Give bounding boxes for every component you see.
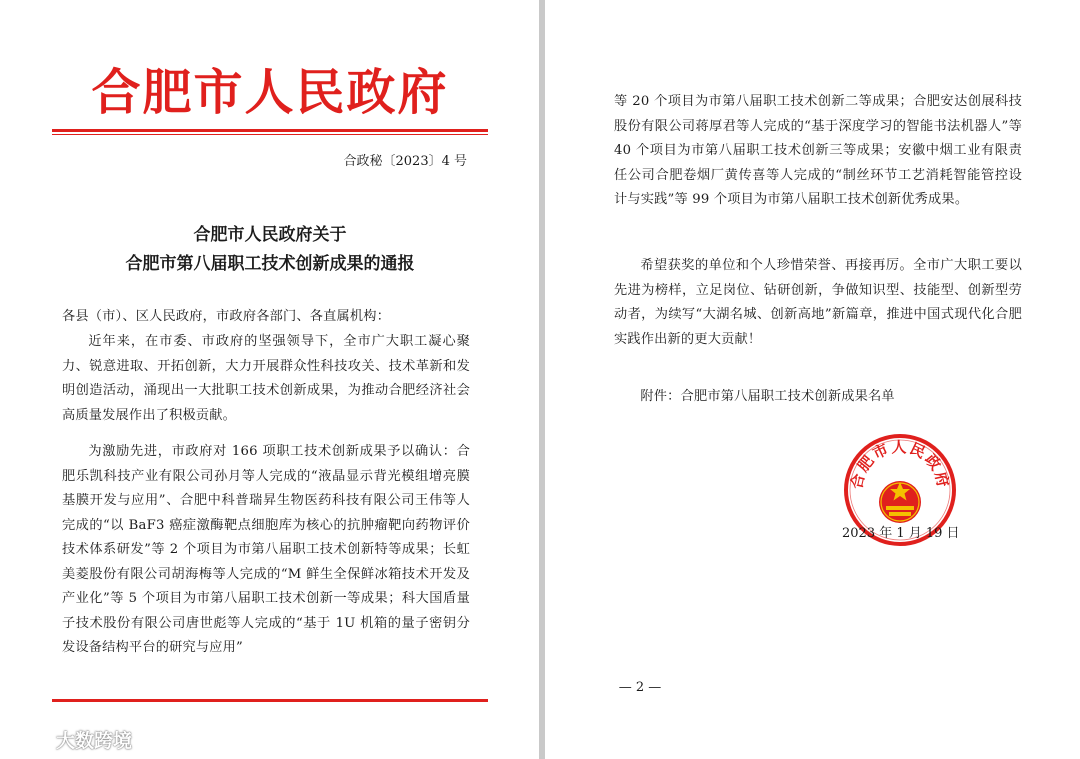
red-rule-thin [52,134,488,135]
paragraph-2: 为激励先进，市政府对 166 项职工技术创新成果予以确认：合肥乐凯科技产业有限公司孙月等人完成的“液晶显示背光模组增亮膜基膜开发与应用”、合肥中科普瑞昇生物医药科技有限公司王伟等人完成的“以 BaF3 癌症激酶靶点细胞库为核心的抗肿瘤靶向药物评价技术体系研发”等 2 个项目为市第八届职工技术创新特等成果；长虹美菱股份有限公司胡海梅等人完成的“M 鲜生全保鲜冰箱技术开发及产业化”等 5 个项目为市第八届职工技术创新一等成果；科大国盾量子技术股份有限公司唐世彪等人完成的“基于 1U 机箱的量子密钥分发设备结构平台的研究与应用” [62,444,470,655]
paragraph-3: 希望获奖的单位和个人珍惜荣誉、再接再厉。全市广大职工要以先进为榜样，立足岗位、钻研创新，争做知识型、技能型、创新型劳动者，为续写“大湖名城、创新高地”新篇章，推进中国式现代化合肥实践作出新的更大贡献！ [614,258,1022,347]
paragraph-1: 近年来，在市委、市政府的坚强领导下，全市广大职工凝心聚力、锐意进取、开拓创新，大力开展群众性科技攻关、技术革新和发明创造活动，涌现出一大批职工技术创新成果，为推动合肥经济社会高质量发展作出了积极贡献。 [62,334,470,423]
document-title-line-1: 合肥市人民政府关于 [193,225,347,245]
watermark-text: 大数跨境 [56,729,133,752]
paragraph-2-continued: 等 20 个项目为市第八届职工技术创新二等成果；合肥安达创展科技股份有限公司蒋厚君等人完成的“基于深度学习的智能书法机器人”等 40 个项目为市第八届职工技术创新三等成果；安徽中烟工业有限责任公司合肥卷烟厂黄传喜等人完成的“制丝环节工艺消耗智能管控设计与实践”等 99 个项目为市第八届职工技术创新优秀成果。 [614,94,1022,207]
masthead-title: 合肥市人民政府 [91,63,449,121]
document-number: 合政秘〔2023〕4 号 [343,154,467,169]
chat-bubble-icon [4,725,50,753]
addressee: 各县（市）、区人民政府，市政府各部门、各直属机构： [62,309,391,324]
svg-text:合肥市人民政府: 合肥市人民政府 [847,437,953,491]
red-rule-thick [52,129,488,132]
attachment-line: 附件：合肥市第八届职工技术创新成果名单 [640,389,895,404]
red-rule-bottom [52,699,488,702]
watermark [4,724,132,754]
page-number: — 2 — [618,680,662,695]
issue-date: 2023 年 1 月 19 日 [842,526,960,541]
document-title-line-2: 合肥市第八届职工技术创新成果的通报 [125,254,415,274]
